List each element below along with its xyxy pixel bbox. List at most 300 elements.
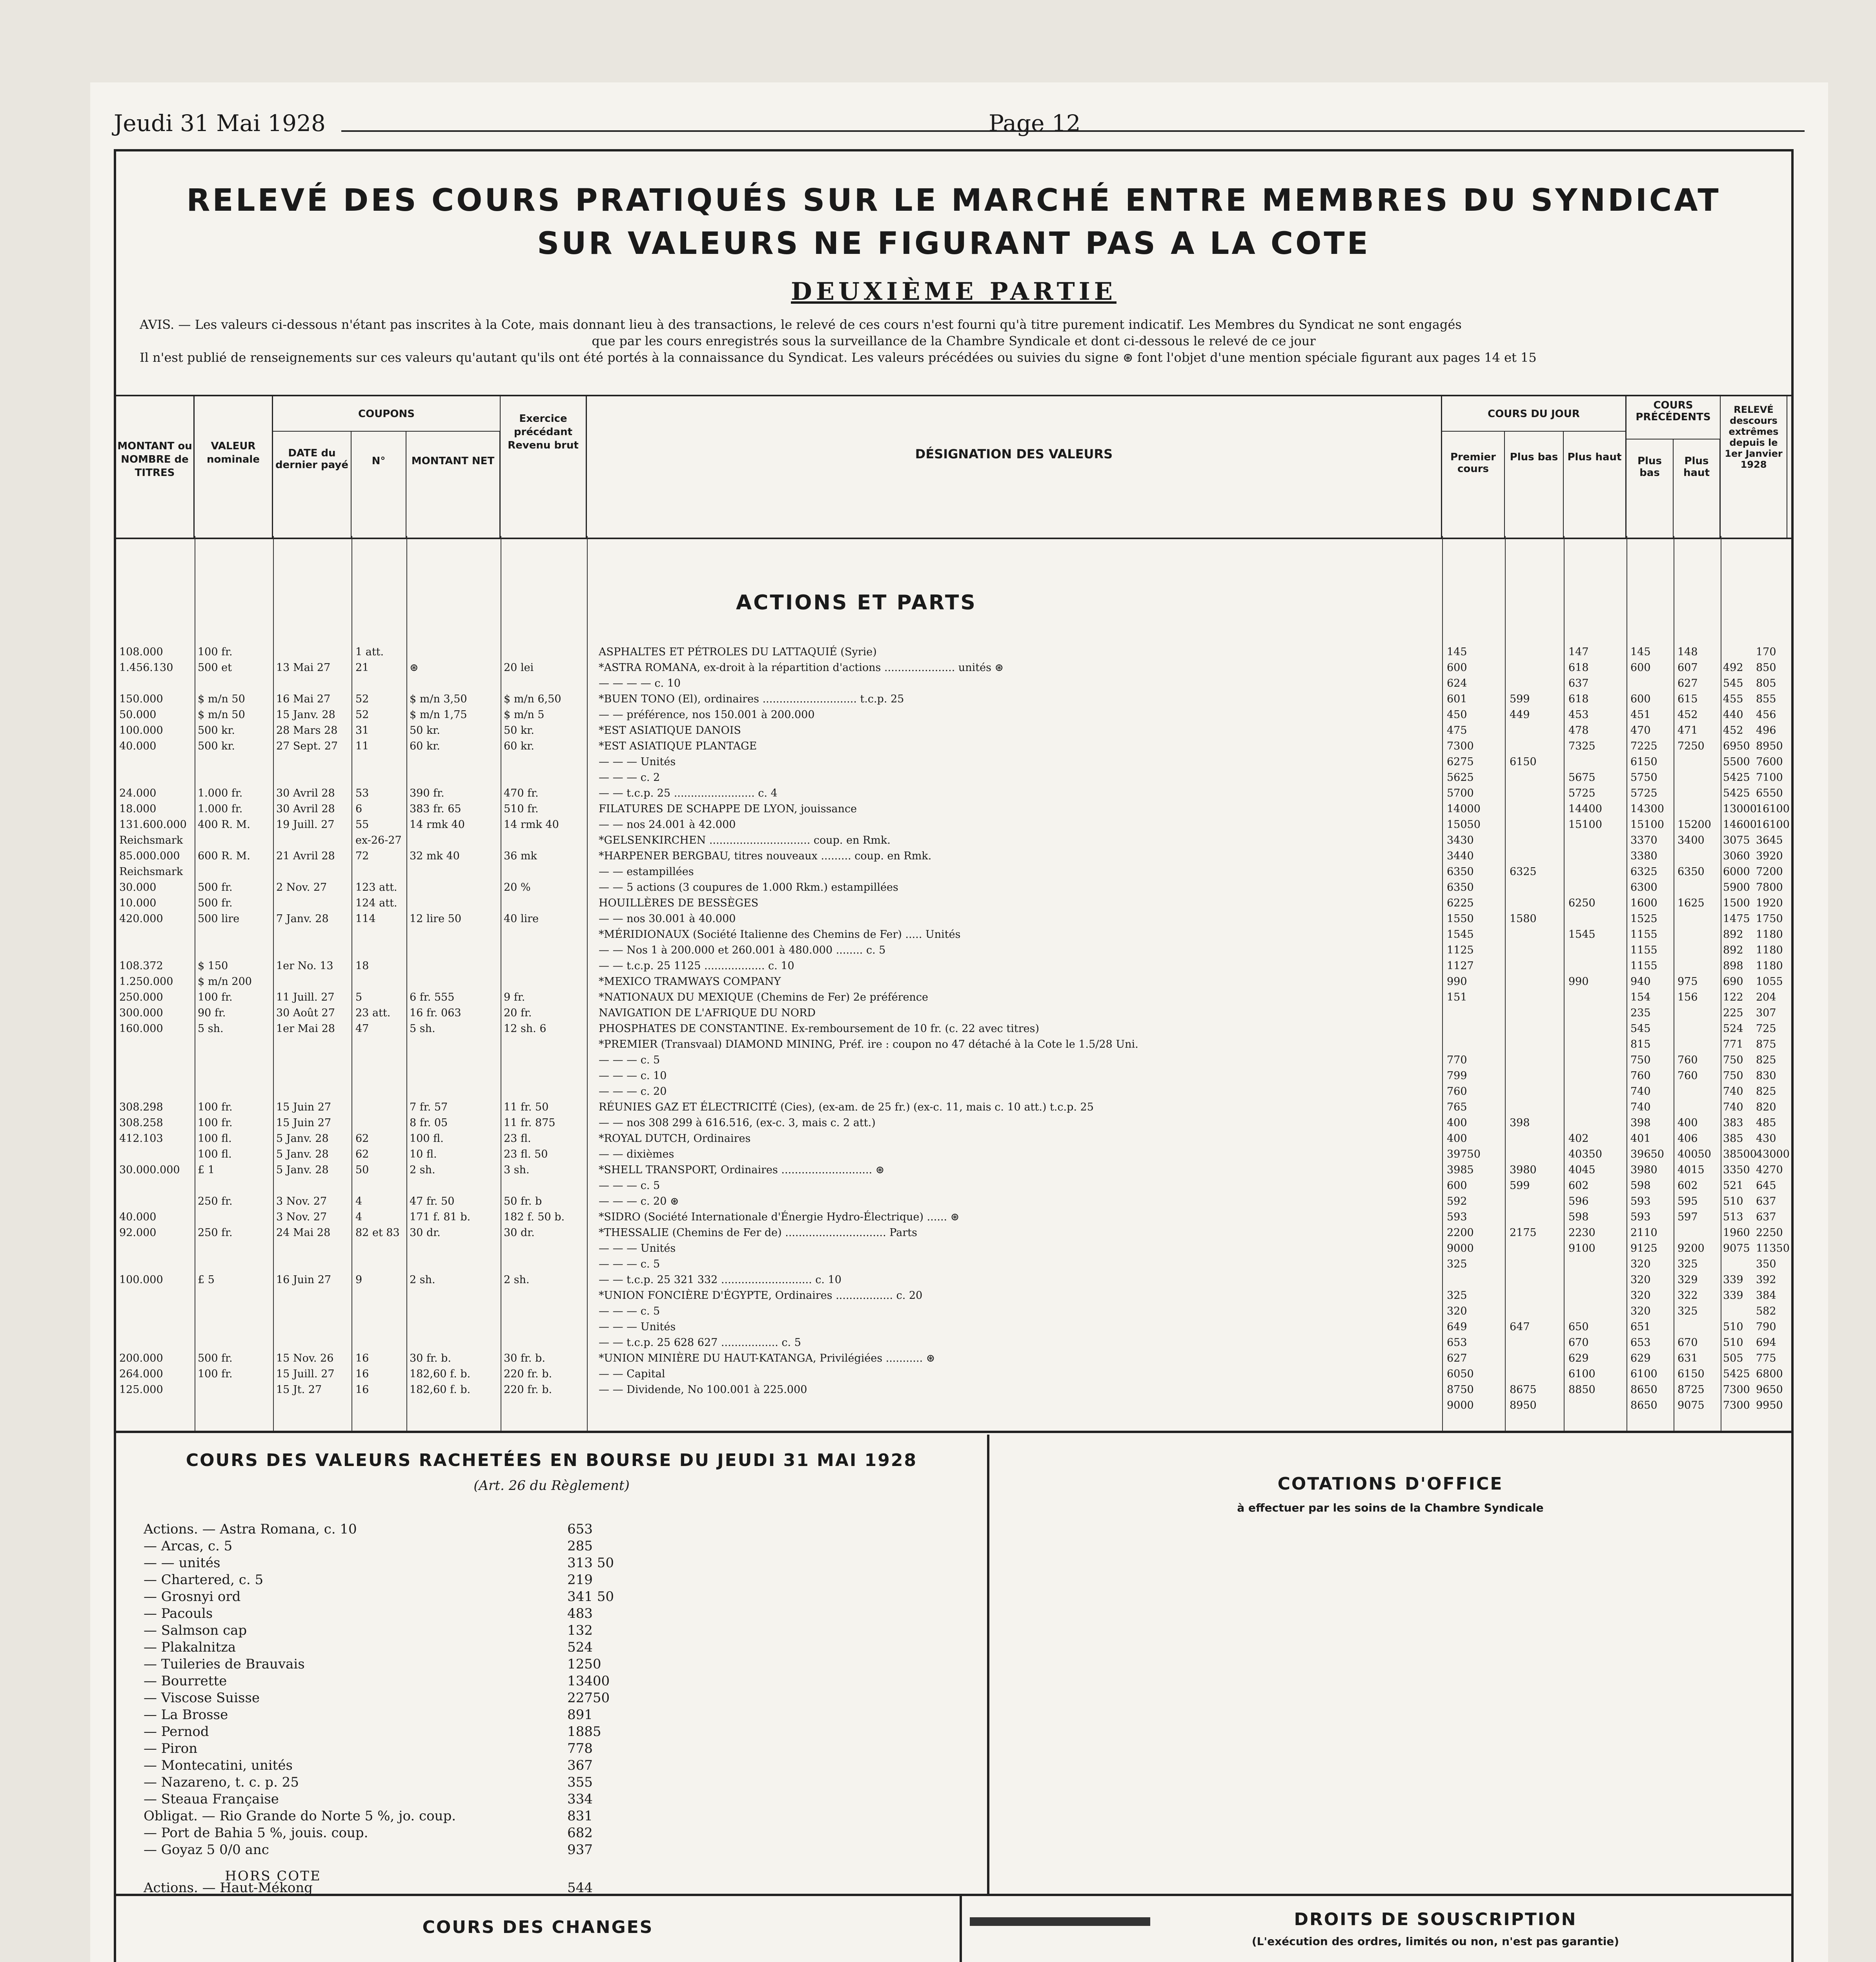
cell-numero: 16 [355, 1368, 369, 1380]
cell-plus-haut: 650 [1568, 1321, 1589, 1333]
cell-revenu: 11 fr. 875 [504, 1117, 556, 1129]
cell-plus-haut: 618 [1568, 693, 1589, 705]
table-row [116, 1274, 1791, 1289]
cell-plus-haut: 1545 [1568, 928, 1596, 941]
cell-date: 15 Juin 27 [276, 1101, 331, 1113]
cell-net: 50 kr. [410, 724, 440, 737]
table-row [116, 756, 1791, 771]
cell-numero: 52 [355, 709, 369, 721]
cell-releve-bas: 3350 [1723, 1164, 1750, 1176]
cell-montant: 108.372 [119, 960, 163, 972]
cell-net: $ m/n 3,50 [410, 693, 467, 705]
cell-releve-haut: 392 [1756, 1274, 1776, 1286]
cell-releve-haut: 384 [1756, 1289, 1776, 1302]
cell-date: 5 Janv. 28 [276, 1148, 329, 1160]
cell-revenu: 220 fr. b. [504, 1368, 552, 1380]
cell-valeur: $ 150 [198, 960, 228, 972]
cell-releve-bas: 524 [1723, 1023, 1743, 1035]
cell-montant: 24.000 [119, 787, 157, 799]
cell-prec-bas: 398 [1630, 1117, 1651, 1129]
cell-releve-haut: 725 [1756, 1023, 1776, 1035]
cell-valeur: 100 fr. [198, 1117, 233, 1129]
cell-releve-bas: 7300 [1723, 1399, 1750, 1411]
cell-numero: 31 [355, 724, 369, 737]
cell-designation: PHOSPHATES DE CONSTANTINE. Ex-remboursement de 10 fr. (c. 22 avec titres) [599, 1023, 1039, 1035]
cell-revenu: 182 f. 50 b. [504, 1211, 565, 1223]
cell-numero: 53 [355, 787, 369, 799]
cell-designation: — — t.c.p. 25 1125 .................. c. 10 [599, 960, 794, 972]
cell-prec-haut: 4015 [1677, 1164, 1705, 1176]
cell-prec-haut: 602 [1677, 1180, 1698, 1192]
cell-date: 30 Août 27 [276, 1007, 335, 1019]
cell-prec-bas: 320 [1630, 1274, 1651, 1286]
cell-premier: 145 [1447, 646, 1467, 658]
cell-plus-haut: 9100 [1568, 1242, 1596, 1255]
cell-releve-bas: 505 [1723, 1352, 1743, 1364]
list-item [144, 1555, 952, 1572]
item-value: 653 [567, 1521, 593, 1537]
cell-releve-bas: 510 [1723, 1337, 1743, 1349]
cell-premier: 765 [1447, 1101, 1467, 1113]
cell-releve-haut: 16100 [1756, 819, 1790, 831]
cell-numero: 62 [355, 1132, 369, 1145]
cell-designation: *UNION MINIÈRE DU HAUT-KATANGA, Privilégiées ........... ⊛ [599, 1352, 935, 1364]
cell-releve-bas: 892 [1723, 944, 1743, 956]
cell-prec-bas: 740 [1630, 1085, 1651, 1098]
table-row [116, 1384, 1791, 1399]
cell-prec-bas: 1525 [1630, 913, 1657, 925]
partie-heading: DEUXIÈME PARTIE [791, 277, 1116, 306]
cell-prec-bas: 3370 [1630, 834, 1657, 846]
item-value: 334 [567, 1791, 593, 1807]
cell-releve-haut: 43000 [1756, 1148, 1790, 1160]
cell-prec-bas: 651 [1630, 1321, 1651, 1333]
cell-releve-bas: 9075 [1723, 1242, 1750, 1255]
table-row [116, 677, 1791, 692]
cell-prec-haut: 6150 [1677, 1368, 1705, 1380]
cell-prec-bas: 598 [1630, 1180, 1651, 1192]
table-row [116, 819, 1791, 833]
cell-designation: — — — Unités [599, 1321, 676, 1333]
avis-line: que par les cours enregistrés sous la surveillance de la Chambre Syndicale et dont ci-dessous le relevé de ce jour [592, 334, 1316, 348]
table-row [116, 976, 1791, 990]
cell-releve-bas: 5900 [1723, 881, 1750, 893]
cell-designation: — — — Unités [599, 756, 676, 768]
cell-prec-haut: 607 [1677, 662, 1698, 674]
avis-line: AVIS. — Les valeurs ci-dessous n'étant pas inscrites à la Cote, mais donnant lieu à des transactions, le relevé de ces cours n'est fourni qu'à titre purement indicatif. Les Membres du Syndicat ne sont engagés [140, 317, 1462, 332]
cell-releve-haut: 204 [1756, 991, 1776, 1003]
cell-plus-haut: 6100 [1568, 1368, 1596, 1380]
cell-valeur: 600 R. M. [198, 850, 250, 862]
cell-net: 30 dr. [410, 1227, 441, 1239]
cell-revenu: $ m/n 5 [504, 709, 545, 721]
cell-plus-bas: 8950 [1510, 1399, 1537, 1411]
list-item [144, 1622, 952, 1639]
table-row [116, 834, 1791, 849]
col-plus-bas: Plus bas [1505, 432, 1564, 538]
cell-prec-bas: 760 [1630, 1070, 1651, 1082]
cell-premier: 6225 [1447, 897, 1474, 909]
cell-premier: 3430 [1447, 834, 1474, 846]
cell-designation: — — estampillées [599, 866, 694, 878]
cell-releve-bas: 3075 [1723, 834, 1750, 846]
cell-prec-bas: 39650 [1630, 1148, 1664, 1160]
cell-plus-bas: 647 [1510, 1321, 1530, 1333]
cell-prec-haut: 975 [1677, 976, 1698, 988]
item-label: — Chartered, c. 5 [144, 1572, 264, 1588]
cell-plus-haut: 40350 [1568, 1148, 1602, 1160]
cell-prec-bas: 815 [1630, 1038, 1651, 1050]
item-value: 22750 [567, 1690, 610, 1706]
cell-prec-bas: 5750 [1630, 771, 1657, 784]
cell-releve-bas: 7300 [1723, 1384, 1750, 1396]
cell-date: 1er Mai 28 [276, 1023, 335, 1035]
cell-montant: 100.000 [119, 1274, 163, 1286]
item-value: 891 [567, 1707, 593, 1723]
cell-plus-haut: 7325 [1568, 740, 1596, 752]
cell-numero: 82 et 83 [355, 1227, 400, 1239]
col-exercice: Exercice précédant Revenu brut [501, 396, 587, 538]
cell-releve-haut: 4270 [1756, 1164, 1783, 1176]
hors-cote-value: 544 [567, 1880, 593, 1896]
quotes-table-header [116, 395, 1791, 539]
cell-valeur: 5 sh. [198, 1023, 224, 1035]
cell-designation: — — — Unités [599, 1242, 676, 1255]
cell-releve-haut: 790 [1756, 1321, 1776, 1333]
cell-net: 60 kr. [410, 740, 440, 752]
cell-date: 5 Janv. 28 [276, 1164, 329, 1176]
cell-releve-bas: 771 [1723, 1038, 1743, 1050]
table-row [116, 1227, 1791, 1242]
cell-designation: *MEXICO TRAMWAYS COMPANY [599, 976, 781, 988]
cell-valeur: 100 fr. [198, 991, 233, 1003]
cell-prec-bas: 8650 [1630, 1399, 1657, 1411]
cell-designation: *EST ASIATIQUE DANOIS [599, 724, 741, 737]
cell-releve-bas: 740 [1723, 1085, 1743, 1098]
cell-designation: *PREMIER (Transvaal) DIAMOND MINING, Préf. ire : coupon no 47 détaché à la Cote le 1.5/28 Uni. [599, 1038, 1138, 1050]
cell-plus-haut: 8850 [1568, 1384, 1596, 1396]
table-row [116, 1242, 1791, 1257]
list-item [144, 1825, 952, 1842]
cell-numero: 50 [355, 1164, 369, 1176]
table-row [116, 771, 1791, 786]
col-prec-bas: Plus bas [1626, 439, 1674, 538]
item-value: 524 [567, 1639, 593, 1655]
table-row [116, 1023, 1791, 1038]
item-label: — Port de Bahia 5 %, jouis. coup. [144, 1825, 368, 1841]
cell-premier: 325 [1447, 1258, 1467, 1270]
col-premier: Premier cours [1442, 432, 1505, 538]
cell-net: 6 fr. 555 [410, 991, 455, 1003]
cell-premier: 475 [1447, 724, 1467, 737]
cell-releve-bas: 898 [1723, 960, 1743, 972]
cell-designation: *THESSALIE (Chemins de Fer de) .............................. Parts [599, 1227, 917, 1239]
cell-releve-bas: 38500 [1723, 1148, 1757, 1160]
cell-premier: 151 [1447, 991, 1467, 1003]
cell-designation: — — — c. 20 [599, 1085, 667, 1098]
cell-prec-bas: 593 [1630, 1211, 1651, 1223]
cell-releve-bas: 510 [1723, 1321, 1743, 1333]
table-row [116, 1148, 1791, 1163]
cell-montant: 264.000 [119, 1368, 163, 1380]
cell-designation: RÉUNIES GAZ ET ÉLECTRICITÉ (Cies), (ex-am. de 25 fr.) (ex-c. 11, mais c. 10 att.) t.c.p. 25 [599, 1101, 1094, 1113]
cell-releve-haut: 645 [1756, 1180, 1776, 1192]
cell-releve-haut: 875 [1756, 1038, 1776, 1050]
cell-releve-haut: 694 [1756, 1337, 1776, 1349]
cell-revenu: 40 lire [504, 913, 539, 925]
cell-premier: 320 [1447, 1305, 1467, 1317]
cell-montant: 420.000 [119, 913, 163, 925]
cell-prec-bas: 629 [1630, 1352, 1651, 1364]
cell-net: 383 fr. 65 [410, 803, 461, 815]
cell-prec-haut: 615 [1677, 693, 1698, 705]
cell-premier: 6050 [1447, 1368, 1474, 1380]
cell-net: 10 fl. [410, 1148, 437, 1160]
cell-prec-haut: 595 [1677, 1195, 1698, 1207]
cell-valeur: 500 lire [198, 913, 240, 925]
cell-premier: 799 [1447, 1070, 1467, 1082]
item-value: 937 [567, 1842, 593, 1858]
col-valeur: VALEUR nominale [195, 396, 273, 538]
cell-montant: 40.000 [119, 1211, 157, 1223]
cell-designation: — — nos 24.001 à 42.000 [599, 819, 736, 831]
cell-releve-haut: 3920 [1756, 850, 1783, 862]
item-value: 132 [567, 1623, 593, 1638]
cell-releve-haut: 1055 [1756, 976, 1783, 988]
cell-releve-bas: 383 [1723, 1117, 1743, 1129]
cell-releve-haut: 7800 [1756, 881, 1783, 893]
cell-releve-haut: 7600 [1756, 756, 1783, 768]
table-row [116, 787, 1791, 802]
cell-valeur: 400 R. M. [198, 819, 250, 831]
quotes-table-body [116, 536, 1791, 1433]
cell-numero: 62 [355, 1148, 369, 1160]
col-releve: RELEVÉ descours extrêmes depuis le 1er Janvier 1928 [1721, 396, 1787, 538]
cell-releve-bas: 122 [1723, 991, 1743, 1003]
table-row [116, 646, 1791, 661]
cell-net: $ m/n 1,75 [410, 709, 467, 721]
rachetees-box [116, 1435, 989, 1896]
cell-prec-bas: 451 [1630, 709, 1651, 721]
newspaper-page [90, 82, 1828, 1962]
cell-prec-bas: 2110 [1630, 1227, 1657, 1239]
cell-premier: 624 [1447, 677, 1467, 689]
cell-prec-bas: 7225 [1630, 740, 1657, 752]
cell-numero: 23 att. [355, 1007, 391, 1019]
cell-prec-bas: 940 [1630, 976, 1651, 988]
cell-revenu: 9 fr. [504, 991, 525, 1003]
cell-revenu: 36 mk [504, 850, 537, 862]
cell-designation: — — préférence, nos 150.001 à 200.000 [599, 709, 815, 721]
col-coupons: COUPONS [273, 396, 501, 432]
cell-prec-bas: 320 [1630, 1258, 1651, 1270]
cell-prec-haut: 400 [1677, 1117, 1698, 1129]
title-line-1: RELEVÉ DES COURS PRATIQUÉS SUR LE MARCHÉ ENTRE MEMBRES DU SYNDICAT [186, 183, 1721, 218]
souscription-title: DROITS DE SOUSCRIPTION [1294, 1909, 1577, 1929]
list-item [144, 1521, 952, 1538]
table-row [116, 928, 1791, 943]
cotations-subtitle: à effectuer par les soins de la Chambre Syndicale [1237, 1501, 1544, 1514]
cell-prec-haut: 1625 [1677, 897, 1705, 909]
cell-designation: *GELSENKIRCHEN .............................. coup. en Rmk. [599, 834, 891, 846]
cell-montant: 100.000 [119, 724, 163, 737]
cotations-title: COTATIONS D'OFFICE [1277, 1474, 1503, 1494]
cell-plus-bas: 2175 [1510, 1227, 1537, 1239]
cell-date: 21 Avril 28 [276, 850, 335, 862]
cell-numero: 16 [355, 1352, 369, 1364]
cell-prec-bas: 235 [1630, 1007, 1651, 1019]
item-value: 367 [567, 1758, 593, 1773]
cell-net: 30 fr. b. [410, 1352, 451, 1364]
cell-revenu: 50 fr. b [504, 1195, 542, 1207]
cell-numero: 21 [355, 662, 369, 674]
cell-revenu: 220 fr. b. [504, 1384, 552, 1396]
cell-valeur: 90 fr. [198, 1007, 226, 1019]
cell-plus-haut: 5675 [1568, 771, 1596, 784]
table-row [116, 1117, 1791, 1132]
cell-releve-haut: 456 [1756, 709, 1776, 721]
cell-montant: Reichsmark [119, 866, 183, 878]
item-value: 831 [567, 1808, 593, 1824]
cell-revenu: 20 fr. [504, 1007, 532, 1019]
cell-prec-haut: 670 [1677, 1337, 1698, 1349]
table-row [116, 881, 1791, 896]
cell-releve-haut: 775 [1756, 1352, 1776, 1364]
cell-premier: 9000 [1447, 1399, 1474, 1411]
cell-releve-bas: 6950 [1723, 740, 1750, 752]
cell-premier: 653 [1447, 1337, 1467, 1349]
cell-premier: 990 [1447, 976, 1467, 988]
cell-net: ⊛ [410, 662, 419, 674]
cell-premier: 649 [1447, 1321, 1467, 1333]
cell-releve-bas: 13000 [1723, 803, 1757, 815]
cell-revenu: 23 fl. [504, 1132, 531, 1145]
cell-releve-bas: 6000 [1723, 866, 1750, 878]
cell-releve-haut: 820 [1756, 1101, 1776, 1113]
cell-plus-haut: 4045 [1568, 1164, 1596, 1176]
cell-releve-haut: 170 [1756, 646, 1776, 658]
item-value: 313 50 [567, 1555, 614, 1571]
cell-valeur: $ m/n 50 [198, 693, 245, 705]
cell-numero: ex-26-27 [355, 834, 402, 846]
item-label: — Salmson cap [144, 1623, 247, 1638]
cell-prec-haut: 471 [1677, 724, 1698, 737]
cell-prec-haut: 6350 [1677, 866, 1705, 878]
item-label: — Tuileries de Brauvais [144, 1656, 305, 1672]
col-date: DATE du dernier payé [273, 432, 352, 538]
item-value: 355 [567, 1774, 593, 1790]
cell-designation: HOUILLÈRES DE BESSÈGES [599, 897, 759, 909]
cell-releve-bas: 3060 [1723, 850, 1750, 862]
cell-revenu: 11 fr. 50 [504, 1101, 549, 1113]
cell-montant: 160.000 [119, 1023, 163, 1035]
cell-plus-bas: 1580 [1510, 913, 1537, 925]
cell-designation: — — Dividende, No 100.001 à 225.000 [599, 1384, 807, 1396]
table-row [116, 1211, 1791, 1226]
cell-prec-bas: 3980 [1630, 1164, 1657, 1176]
cell-prec-haut: 325 [1677, 1305, 1698, 1317]
cell-designation: — — 5 actions (3 coupures de 1.000 Rkm.) estampillées [599, 881, 898, 893]
cell-premier: 325 [1447, 1289, 1467, 1302]
item-label: — La Brosse [144, 1707, 228, 1723]
cell-montant: 308.298 [119, 1101, 163, 1113]
cell-prec-haut: 329 [1677, 1274, 1698, 1286]
cell-releve-haut: 11350 [1756, 1242, 1790, 1255]
cell-releve-haut: 1180 [1756, 928, 1783, 941]
table-row [116, 709, 1791, 724]
table-row [116, 1132, 1791, 1147]
cell-prec-bas: 750 [1630, 1054, 1651, 1066]
cell-prec-haut: 8725 [1677, 1384, 1705, 1396]
cell-releve-haut: 16100 [1756, 803, 1790, 815]
rachetees-list [144, 1521, 952, 1858]
cell-releve-haut: 1180 [1756, 960, 1783, 972]
cell-prec-bas: 154 [1630, 991, 1651, 1003]
cell-net: 182,60 f. b. [410, 1368, 471, 1380]
cell-prec-bas: 145 [1630, 646, 1651, 658]
cell-prec-haut: 452 [1677, 709, 1698, 721]
list-item [144, 1639, 952, 1656]
cell-numero: 6 [355, 803, 362, 815]
cell-releve-haut: 350 [1756, 1258, 1776, 1270]
cell-plus-bas: 8675 [1510, 1384, 1537, 1396]
cell-premier: 592 [1447, 1195, 1467, 1207]
cell-numero: 124 att. [355, 897, 397, 909]
item-value: 483 [567, 1606, 593, 1621]
cell-montant: 250.000 [119, 991, 163, 1003]
cell-releve-bas: 225 [1723, 1007, 1743, 1019]
cell-valeur: 1.000 fr. [198, 803, 243, 815]
cell-numero: 4 [355, 1211, 362, 1223]
cell-plus-haut: 629 [1568, 1352, 1589, 1364]
cell-prec-haut: 631 [1677, 1352, 1698, 1364]
cell-prec-bas: 8650 [1630, 1384, 1657, 1396]
cell-prec-bas: 600 [1630, 693, 1651, 705]
cell-montant: 40.000 [119, 740, 157, 752]
cell-designation: — — Nos 1 à 200.000 et 260.001 à 480.000 ........ c. 5 [599, 944, 886, 956]
cell-date: 13 Mai 27 [276, 662, 331, 674]
cell-releve-haut: 637 [1756, 1195, 1776, 1207]
hors-cote-label: Actions. — Haut-Mékong [144, 1880, 313, 1896]
cell-releve-haut: 9950 [1756, 1399, 1783, 1411]
table-row [116, 866, 1791, 881]
cell-montant: 300.000 [119, 1007, 163, 1019]
cell-plus-haut: 637 [1568, 677, 1589, 689]
item-value: 1250 [567, 1656, 601, 1672]
cell-premier: 2200 [1447, 1227, 1474, 1239]
list-item [144, 1723, 952, 1740]
item-label: — Nazareno, t. c. p. 25 [144, 1774, 299, 1790]
table-row [116, 1289, 1791, 1304]
cell-premier: 450 [1447, 709, 1467, 721]
table-row [116, 913, 1791, 928]
cell-designation: *UNION FONCIÈRE D'ÉGYPTE, Ordinaires ................. c. 20 [599, 1289, 923, 1302]
cell-montant: 108.000 [119, 646, 163, 658]
cell-net: 182,60 f. b. [410, 1384, 471, 1396]
cell-releve-haut: 825 [1756, 1054, 1776, 1066]
table-row [116, 1368, 1791, 1383]
item-label: Actions. — Astra Romana, c. 10 [144, 1521, 357, 1537]
col-montant-net: MONTANT NET [406, 432, 501, 538]
cell-date: 30 Avril 28 [276, 787, 335, 799]
cell-numero: 11 [355, 740, 369, 752]
cell-net: 2 sh. [410, 1274, 435, 1286]
cell-designation: *EST ASIATIQUE PLANTAGE [599, 740, 757, 752]
cell-numero: 18 [355, 960, 369, 972]
cell-valeur: £ 1 [198, 1164, 215, 1176]
cell-plus-haut: 2230 [1568, 1227, 1596, 1239]
cell-valeur: 1.000 fr. [198, 787, 243, 799]
